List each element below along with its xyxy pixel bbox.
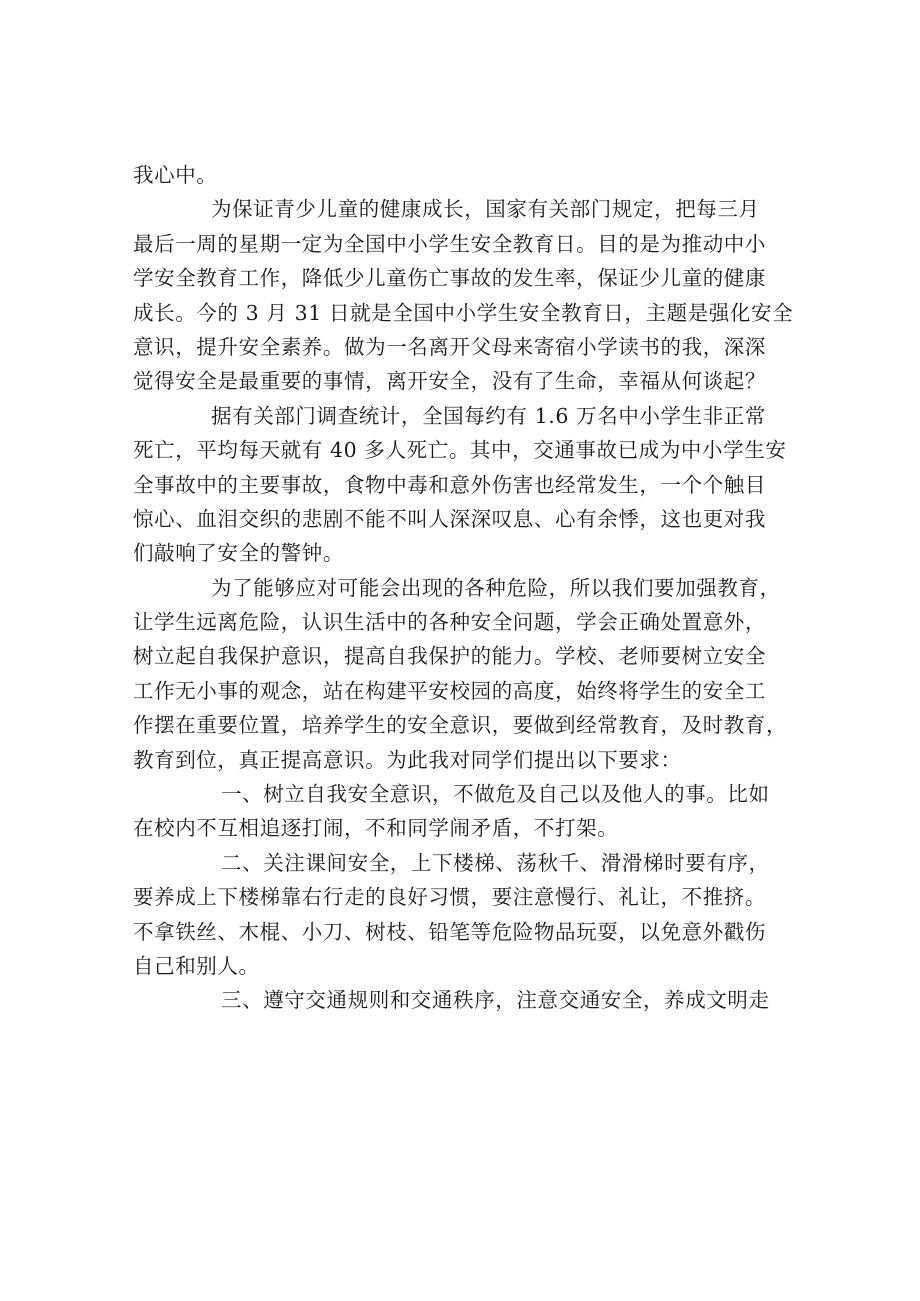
- text-line: 为保证青少儿童的健康成长，国家有关部门规定，把每三月: [211, 197, 760, 222]
- text-line: 成长。今的 3 月 31 日就是全国中小学生安全教育日，主题是强化安全: [133, 300, 794, 325]
- text-line: 觉得安全是最重要的事情，离开安全，没有了生命，幸福从何谈起？: [133, 369, 766, 394]
- paragraph: [133, 399, 798, 571]
- body-text: [133, 158, 798, 1018]
- paragraph: [133, 158, 798, 192]
- text-line: 据有关部门调查统计，全国每约有 1.6 万名中小学生非正常: [211, 403, 767, 428]
- text-line: 一、树立自我安全意识，不做危及自己以及他人的事。比如: [221, 782, 770, 807]
- text-line: 意识，提升安全素养。做为一名离开父母来寄宿小学读书的我，深深: [133, 334, 766, 359]
- paragraph: [133, 983, 798, 1017]
- paragraph: [133, 571, 798, 777]
- paragraph: [133, 846, 798, 984]
- text-line: 三、遵守交通规则和交通秩序，注意交通安全，养成文明走: [221, 988, 770, 1013]
- text-line: 让学生远离危险，认识生活中的各种安全问题，学会正确处置意外，: [133, 610, 766, 635]
- text-line: 作摆在重要位置，培养学生的安全意识，要做到经常教育，及时教育，: [133, 713, 788, 738]
- text-line: 教育到位，真正提高意识。为此我对同学们提出以下要求：: [133, 747, 682, 772]
- text-line: 工作无小事的观念，站在构建平安校园的高度，始终将学生的安全工: [133, 678, 766, 703]
- text-line: 全事故中的主要事故，食物中毒和意外伤害也经常发生，一个个触目: [133, 472, 766, 497]
- text-line: 最后一周的星期一定为全国中小学生安全教育日。目的是为推动中小: [133, 231, 766, 256]
- text-line: 在校内不互相追逐打闹，不和同学闹矛盾，不打架。: [133, 816, 619, 841]
- text-line: 要养成上下楼梯靠右行走的良好习惯，要注意慢行、礼让，不推挤。: [133, 885, 766, 910]
- text-line: 不拿铁丝、木棍、小刀、树枝、铅笔等危险物品玩耍，以免意外戳伤: [133, 919, 766, 944]
- text-line: 们敲响了安全的警钟。: [133, 541, 344, 566]
- text-line: 死亡，平均每天就有 40 多人死亡。其中，交通事故已成为中小学生安: [133, 438, 787, 463]
- text-line: 学安全教育工作，降低少儿童伤亡事故的发生率，保证少儿童的健康: [133, 266, 766, 291]
- text-line: 树立起自我保护意识，提高自我保护的能力。学校、老师要树立安全: [133, 644, 766, 669]
- text-line: 为了能够应对可能会出现的各种危险，所以我们要加强教育，: [211, 575, 781, 600]
- paragraph: [133, 777, 798, 846]
- paragraph: [133, 192, 798, 398]
- text-line: 二、关注课间安全，上下楼梯、荡秋千、滑滑梯时要有序，: [221, 850, 770, 875]
- text-line: 自己和别人。: [133, 953, 260, 978]
- text-line: 惊心、血泪交织的悲剧不能不叫人深深叹息、心有余悸，这也更对我: [133, 506, 766, 531]
- text-line: 我心中。: [133, 163, 218, 187]
